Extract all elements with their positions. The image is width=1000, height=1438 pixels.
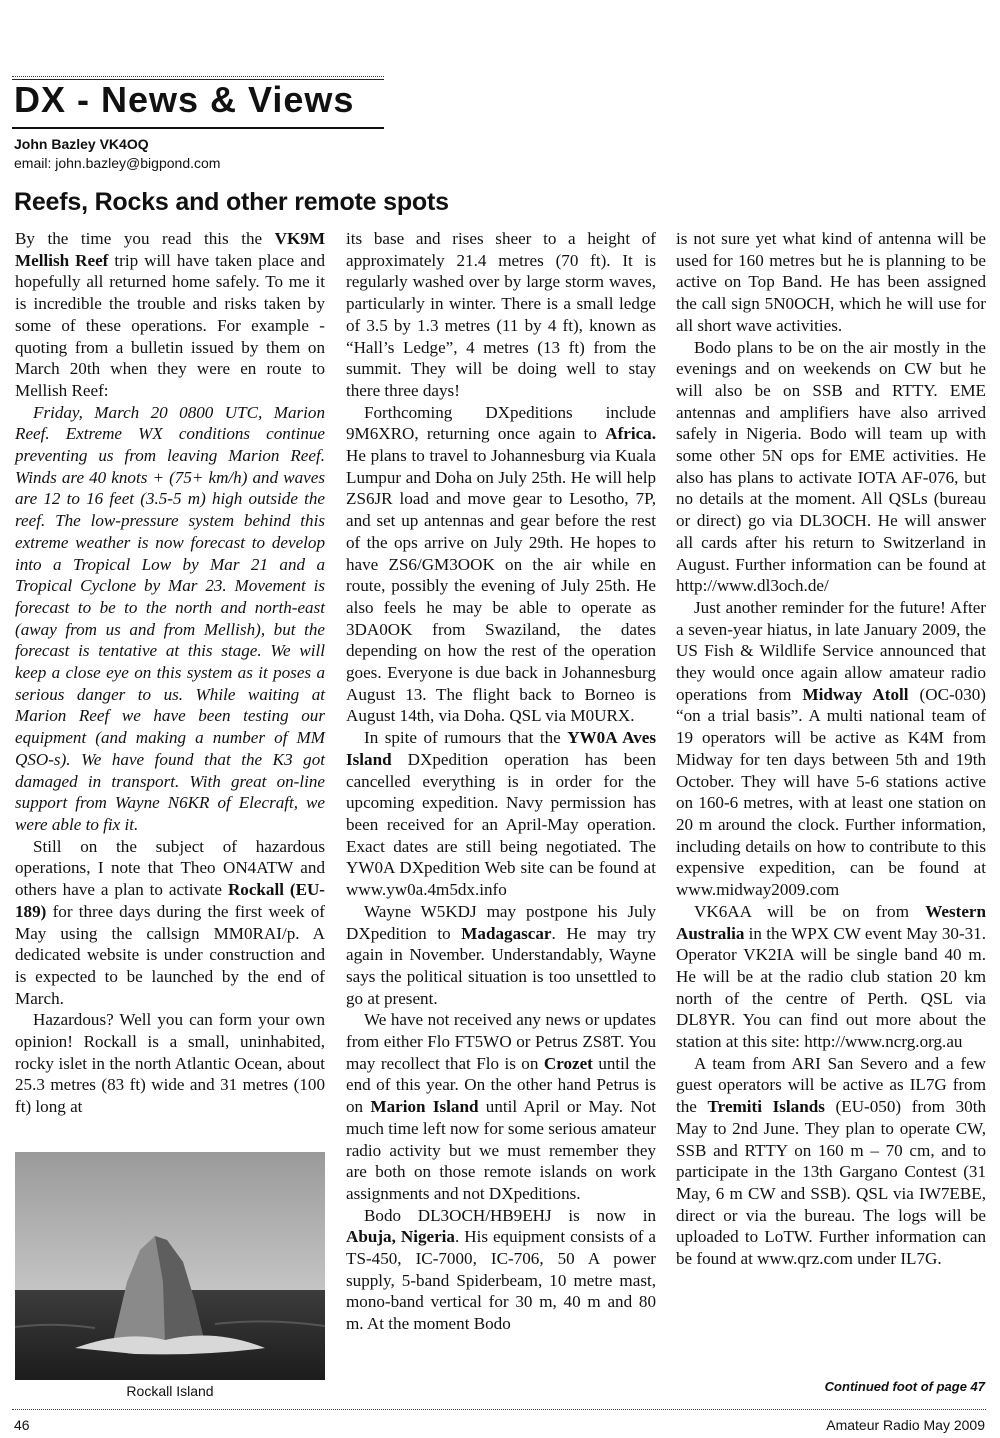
title-underline <box>12 127 384 129</box>
column-2 <box>346 228 656 1335</box>
paragraph: By the time you read this the VK9M Mellish Reef trip will have taken place and hopefully all returned home safely. To me it is incredible the trouble and risks taken by some of these operations. For example - quoting from a bulletin issued by them on March 20th when they were en route to Mellish Reef: <box>15 229 325 400</box>
continued-note: Continued foot of page 47 <box>824 1379 985 1394</box>
paragraph: Wayne W5KDJ may postpone his July DXpedition to Madagascar. He may try again in November. Understandably, Wayne says the political situation is too unsettled to go at present. <box>346 901 656 1008</box>
paragraph: We have not received any news or updates from either Flo FT5WO or Petrus ZS8T. You may recollect that Flo is on Crozet until the end of this year. On the other hand Petrus is on Marion Island until April or May. Not much time left now for some serious amateur radio activity but we must remember they are both on those remote islands on work assignments and not DXpeditions. <box>346 1010 656 1203</box>
paragraph: is not sure yet what kind of antenna will be used for 160 metres but he is planning to be active on Top Band. He has been assigned the call sign 5N0OCH, which he will use for all short wave activities. <box>676 229 986 335</box>
paragraph: Just another reminder for the future! After a seven-year hiatus, in late January 2009, the US Fish & Wildlife Service announced that they would once again allow amateur radio operations from Midway Atoll (OC-030) “on a trial basis”. A multi national team of 19 operators will be active as K4M from Midway for ten days between 5th and 19th October. They will have 5-6 stations active on 160-6 metres, with at least one station on 20 m around the clock. Further information, including details on how to contribute to this expensive expedition, can be found at www.midway2009.com <box>676 597 986 900</box>
top-rule-1 <box>12 76 384 77</box>
author-name: John Bazley VK4OQ <box>14 136 149 152</box>
author-email: email: john.bazley@bigpond.com <box>14 155 221 171</box>
paragraph: Forthcoming DXpeditions include 9M6XRO, returning once again to Africa. He plans to travel to Johannesburg via Kuala Lumpur and Doha on July 25th. He will help ZS6JR load and move gear to Lesotho, 7P, and set up antennas and gear before the rest of the ops arrive on July 29th. He hopes to have ZS6/GM3OOK on the air while en route, possibly the evening of July 25th. He also feels he may be able to operate as 3DA0OK from Swaziland, the dates depending on how the rest of the operation goes. Everyone is due back in Johannesburg August 13. The flight back to Borneo is August 14th, via Doha. QSL via M0URX. <box>346 402 656 726</box>
footer-rule <box>12 1409 986 1410</box>
section-title: DX - News & Views <box>14 79 355 120</box>
column-3 <box>676 228 986 1270</box>
paragraph: Bodo plans to be on the air mostly in the evenings and on weekends on CW but he will also be on SSB and RTTY. EME antennas and amplifiers have also arrived safely in Nigeria. Bodo will team up with some other 5N ops for EME activities. He also has plans to activate IOTA AF-076, but no details at the moment. All QSLs (bureau or direct) go via DL3OCH. He will answer all cards after his return to Switzerland in August. Further information can be found at http://www.dl3och.de/ <box>676 337 986 596</box>
page-number: 46 <box>14 1417 30 1433</box>
paragraph: A team from ARI San Severo and a few guest operators will be active as IL7G from the Tremiti Islands (EU-050) from 30th May to 2nd June. They plan to operate CW, SSB and RTTY on 160 m – 70 cm, and to participate in the 13th Gargano Contest (31 May, 6 m CW and SSB). QSL via IW7EBE, direct or via the bureau. The logs will be uploaded to LoTW. Further information can be found at www.qrz.com under IL7G. <box>676 1053 986 1269</box>
column-1 <box>15 228 325 1118</box>
publication-name: Amateur Radio May 2009 <box>826 1417 985 1433</box>
paragraph: Bodo DL3OCH/HB9EHJ is now in Abuja, Nigeria. His equipment consists of a TS-450, IC-7000, IC-706, 50 A power supply, 5-band Spiderbeam, 10 metre mast, mono-band vertical for 30 m, 40 m and 80 m. At the moment Bodo <box>346 1205 656 1334</box>
rockall-photo <box>15 1152 325 1380</box>
paragraph: Hazardous? Well you can form your own opinion! Rockall is a small, uninhabited, rocky islet in the north Atlantic Ocean, about 25.3 metres (83 ft) wide and 31 metres (100 ft) long at <box>15 1010 325 1117</box>
photo-caption: Rockall Island <box>126 1383 214 1399</box>
article-headline: Reefs, Rocks and other remote spots <box>14 188 449 216</box>
quoted-bulletin: Friday, March 20 0800 UTC, Marion Reef. Extreme WX conditions continue preventing us from leaving Marion Reef. Winds are 40 knots + (75+ km/h) and waves are 12 to 16 feet (3.5-5 m) high outside the reef. The low-pressure system behind this extreme weather is now forecast to develop into a Tropical Low by Mar 21 and a Tropical Cyclone by Mar 23. Movement is forecast to be to the north and north-east (away from us and from Mellish), but the forecast is tentative at this stage. We will keep a close eye on this system as it poses a serious danger to us. While waiting at Marion Reef we have been testing our equipment (and making a number of MM QSO-s). We have found that the K3 got damaged in transport. With great on-line support from Wayne N6KR of Elecraft, we were able to fix it. <box>15 402 325 834</box>
paragraph: In spite of rumours that the YW0A Aves Island DXpedition operation has been cancelled everything is in order for the upcoming expedition. Navy permission has been received for an April-May operation. Exact dates are still being negotiated. The YW0A DXpedition Web site can be found at www.yw0a.4m5dx.info <box>346 728 656 900</box>
paragraph: its base and rises sheer to a height of approximately 21.4 metres (70 ft). It is regularly washed over by large storm waves, particularly in winter. There is a small ledge of 3.5 by 1.3 metres (11 by 4 ft), known as “Hall’s Ledge”, 4 metres (13 ft) from the summit. They will be doing well to stay there three days! <box>346 229 656 400</box>
paragraph: VK6AA will be on from Western Australia in the WPX CW event May 30-31. Operator VK2IA will be single band 40 m. He will be at the radio club station 20 km north of the centre of Perth. QSL via DL8YR. You can find out more about the station at this site: http://www.ncrg.org.au <box>676 901 986 1052</box>
paragraph: Still on the subject of hazardous operations, I note that Theo ON4ATW and others have a plan to activate Rockall (EU-189) for three days during the first week of May using the callsign MM0RAI/p. A dedicated website is under construction and is expected to be launched by the end of March. <box>15 836 326 1008</box>
